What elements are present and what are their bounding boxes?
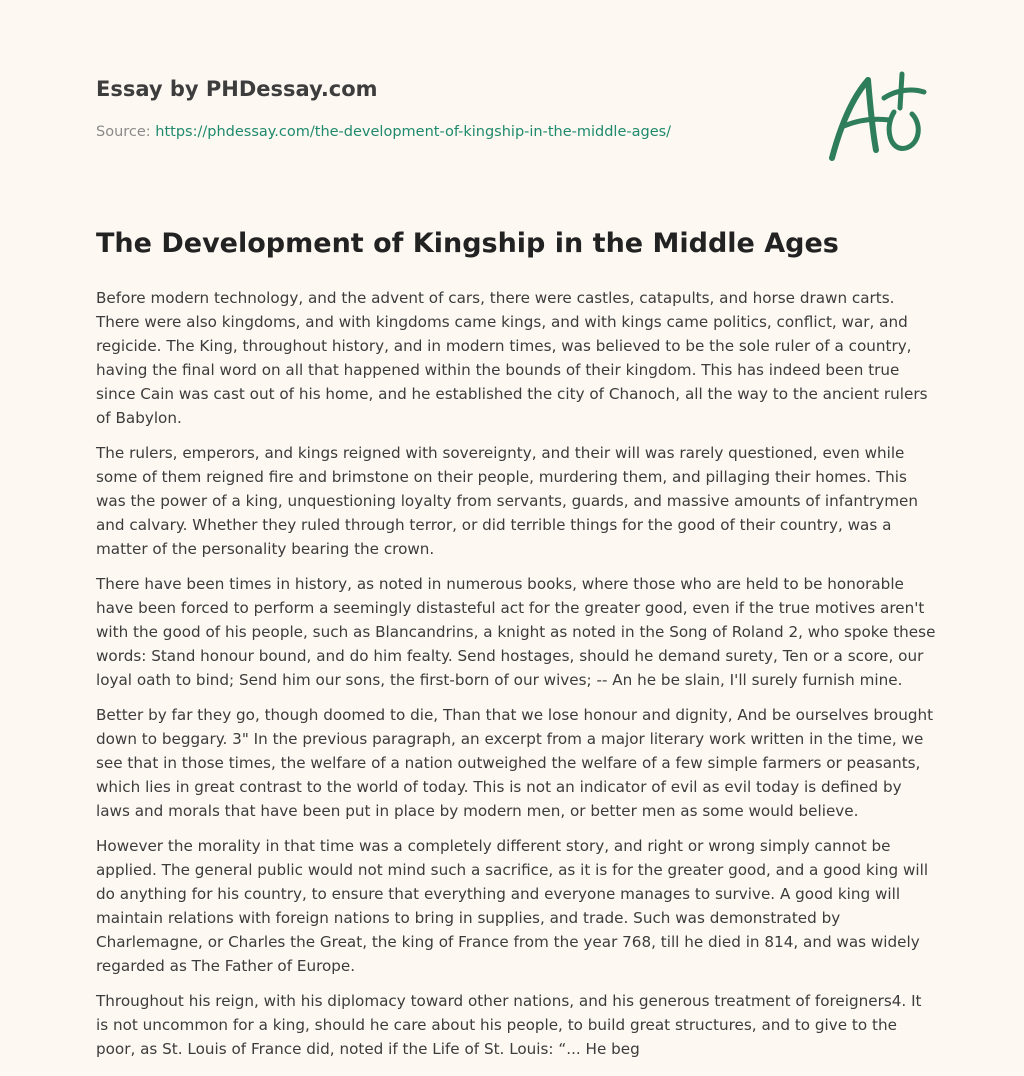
essay-paragraph: Throughout his reign, with his diplomacy toward other nations, and his generous treatment of foreigners4. It is not uncommon for a king, should he care about his people, to build great structures, and to give to the poor, as St. Louis of France did, noted if the Life of St. Louis: “... He beg xyxy=(96,992,922,1058)
essay-paragraph: There have been times in history, as noted in numerous books, where those who are held to be honorable have been forced to perform a seemingly distasteful act for the greater good, even if the true motives aren't with the good of his people, such as Blancandrins, a knight as noted in the Song of Roland 2, who spoke these words: Stand honour bound, and do him fealty. Send hostages, should he demand surety, Ten or a score, our loyal oath to bind; Send him our sons, the first-born of our wives; -- An he be slain, I'll surely furnish mine. xyxy=(96,575,936,689)
source-link[interactable]: https://phdessay.com/the-development-of-kingship-in-the-middle-ages/ xyxy=(155,124,672,140)
essay-paragraph: Before modern technology, and the advent of cars, there were castles, catapults, and horse drawn carts. There were also kingdoms, and with kingdoms came kings, and with kings came politics, conflict, war, and regicide. The King, throughout history, and in modern times, was believed to be the sole ruler of a country, having the final word on all that happened within the bounds of their kingdom. This has indeed been true since Cain was cast out of his home, and he established the city of Chanoch, all the way to the ancient rulers of Babylon. xyxy=(96,289,928,427)
a-plus-logo-svg xyxy=(820,68,930,168)
essay-title: The Development of Kingship in the Middle Ages xyxy=(96,228,839,259)
site-brand: Essay by PHDessay.com xyxy=(96,77,378,101)
source-label: Source: xyxy=(96,124,156,140)
source-line xyxy=(96,124,671,140)
essay-body xyxy=(96,286,936,1072)
essay-paragraph: Better by far they go, though doomed to die, Than that we lose honour and dignity, And be ourselves brought down to beggary. 3" In the previous paragraph, an excerpt from a major literary work written in the time, we see that in those times, the welfare of a nation outweighed the welfare of a few simple farmers or peasants, which lies in great contrast to the world of today. This is not an indicator of evil as evil today is defined by laws and morals that have been put in place by modern men, or better men as some would believe. xyxy=(96,706,934,820)
essay-paragraph: The rulers, emperors, and kings reigned with sovereignty, and their will was rarely questioned, even while some of them reigned fire and brimstone on their people, murdering them, and pillaging their homes. This was the power of a king, unquestioning loyalty from servants, guards, and massive amounts of infantrymen and calvary. Whether they ruled through terror, or did terrible things for the good of their country, was a matter of the personality bearing the crown. xyxy=(96,444,918,558)
a-plus-icon xyxy=(820,68,930,168)
essay-paragraph: However the morality in that time was a completely different story, and right or wrong simply cannot be applied. The general public would not mind such a sacrifice, as it is for the greater good, and a good king will do anything for his country, to ensure that everything and everyone manages to survive. A good king will maintain relations with foreign nations to bring in supplies, and trade. Such was demonstrated by Charlemagne, or Charles the Great, the king of France from the year 768, till he died in 814, and was widely regarded as The Father of Europe. xyxy=(96,837,929,975)
